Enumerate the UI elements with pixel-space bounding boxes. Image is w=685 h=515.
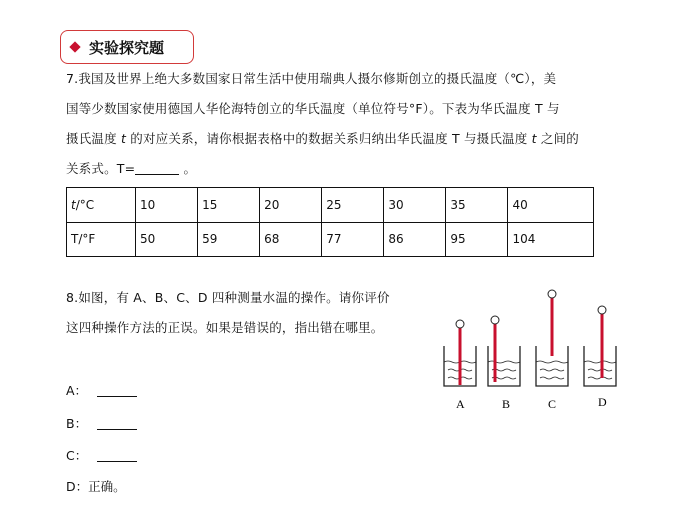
temperature-table [66, 187, 594, 257]
answer-blank[interactable] [97, 382, 137, 397]
q7-line-1: 7.我国及世界上绝大多数国家日常生活中使用瑞典人摄尔修斯创立的摄氏温度（℃），美 [66, 71, 557, 86]
table-cell: 40 [508, 188, 594, 223]
thermometer-beakers-figure [440, 288, 620, 418]
table-cell: 25 [322, 188, 384, 223]
q7-line-4 [66, 154, 626, 184]
answer-a [66, 381, 137, 399]
table-row-celsius [67, 188, 594, 223]
table-cell: 77 [322, 222, 384, 257]
q8-line-2: 这四种操作方法的正误。如果是错误的，指出错在哪里。 [66, 320, 384, 335]
answer-label: C： [66, 448, 88, 463]
table-cell: 95 [446, 222, 508, 257]
unit-label: /°C [75, 197, 95, 212]
table-row-fahrenheit [67, 222, 594, 257]
figure-label-d: D [598, 395, 607, 409]
celsius-variable: t [71, 197, 76, 212]
table-row-header [67, 188, 136, 223]
table-row-header [67, 222, 136, 257]
q7-line-2: 国等少数国家使用德国人华伦海特创立的华氏温度（单位符号°F）。下表为华氏温度 T 与 [66, 101, 560, 116]
table-cell: 59 [198, 222, 260, 257]
figure-label-a: A [456, 397, 465, 411]
table-cell: 50 [136, 222, 198, 257]
q8-line-1: 8.如图，有 A、B、C、D 四种测量水温的操作。请你评价 [66, 290, 390, 305]
unit-label: T/°F [71, 232, 96, 247]
question-7 [66, 64, 626, 184]
q7-text: 的对应关系，请你根据表格中的数据关系归纳出华氏温度 T 与摄氏温度 [126, 131, 532, 146]
answer-blank[interactable] [97, 447, 137, 462]
answer-label: B： [66, 416, 88, 431]
q7-text: 。 [179, 161, 197, 176]
table-cell: 20 [260, 188, 322, 223]
section-title-badge [60, 30, 194, 64]
q7-text: 摄氏温度 [66, 131, 121, 146]
table-cell: 104 [508, 222, 594, 257]
section-title: 实验探究题 [89, 38, 165, 57]
q7-text: 关系式。T= [66, 161, 136, 176]
table-cell: 35 [446, 188, 508, 223]
figure-label-c: C [548, 397, 557, 411]
table-cell: 86 [384, 222, 446, 257]
table-cell: 10 [136, 188, 198, 223]
table-cell: 68 [260, 222, 322, 257]
question-8 [66, 283, 446, 343]
celsius-variable: t [120, 131, 127, 146]
thermometer-b [491, 316, 499, 382]
answer-label: D：正确。 [66, 479, 126, 494]
celsius-variable: t [531, 131, 537, 146]
q7-text: 之间的 [536, 131, 580, 146]
thermometer-d [598, 306, 606, 378]
table-cell: 15 [198, 188, 260, 223]
q7-line-3 [66, 124, 626, 154]
thermometer-c [548, 290, 556, 356]
beaker-b [488, 346, 520, 386]
answer-blank[interactable] [97, 415, 137, 430]
answer-label: A： [66, 383, 88, 398]
answer-c [66, 446, 137, 464]
thermometer-a [456, 320, 464, 385]
beaker-d [584, 346, 616, 386]
table-cell: 30 [384, 188, 446, 223]
answer-blank[interactable] [135, 160, 179, 175]
answer-d [66, 477, 126, 495]
diamond-icon [69, 41, 80, 52]
answer-b [66, 414, 137, 432]
figure-label-b: B [502, 397, 511, 411]
